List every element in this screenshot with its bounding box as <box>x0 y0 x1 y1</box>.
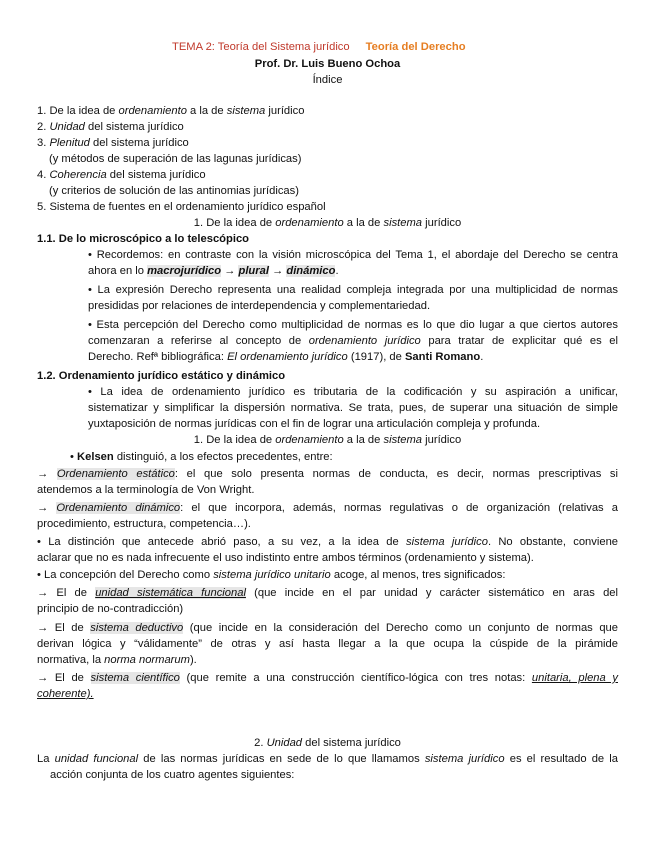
paragraph-line: → Ordenamiento dinámico: el que incorpora, además, normas regulativas o de organización (relativas a <box>37 502 618 514</box>
index-item-1: 1. De la idea de ordenamiento a la de sistema jurídico <box>37 105 305 117</box>
subsection-1-1-title: 1.1. De lo microscópico a lo telescópico <box>37 233 250 245</box>
paragraph-line: principio de no-contradicción) <box>37 603 184 615</box>
section-1-heading-repeat: 1. De la idea de ordenamiento a la de sistema jurídico <box>193 434 462 446</box>
section-2-heading: 2. Unidad del sistema jurídico <box>254 737 401 749</box>
paragraph-line: → El de unidad sistemática funcional (que incide en el par unidad y carácter sistemático en aras del <box>37 587 618 599</box>
paragraph-line: normativa, la norma normarum). <box>37 654 197 666</box>
section-1-heading: 1. De la idea de ordenamiento a la de sistema jurídico <box>193 217 462 229</box>
paragraph-line: aclarar que no es nada infrecuente el uso indistinto entre ambos términos (ordenamiento y sistema). <box>37 552 534 564</box>
index-item-3: 3. Plenitud del sistema jurídico <box>37 137 189 149</box>
paragraph-line: • Recordemos: en contraste con la visión microscópica del Tema 1, el abordaje del Derecho se centra <box>88 249 618 261</box>
paragraph-line: • La expresión Derecho representa una realidad compleja integrada por una multiplicidad de normas <box>88 284 618 296</box>
paragraph-line: yuxtaposición de normas jurídicas con el fin de lograr una articulación compleja y profunda. <box>88 418 541 430</box>
paragraph-line: acción conjunta de los cuatro agentes siguientes: <box>50 769 295 781</box>
paragraph-line: procedimiento, estructura, competencia…). <box>37 518 251 530</box>
index-title: Índice <box>312 74 343 86</box>
document-header-line <box>172 40 466 56</box>
paragraph-line: → El de sistema deductivo (que incide en la consideración del Derecho como un conjunto de normas que <box>37 622 618 634</box>
paragraph-line: • Esta percepción del Derecho como multiplicidad de normas es lo que dio lugar a que ciertos autores <box>88 319 618 331</box>
paragraph-line: ahora en lo macrojurídico → plural → dinámico. <box>88 265 339 277</box>
paragraph-line: La unidad funcional de las normas jurídicas en sede de lo que llamamos sistema jurídico es el resultado de la <box>37 753 618 765</box>
paragraph-line: • La distinción que antecede abrió paso, a su vez, a la idea de sistema jurídico. No obstante, conviene <box>37 536 619 548</box>
paragraph-line: comenzaran a referirse al concepto de ordenamiento jurídico para tratar de explicitar qué es el <box>88 335 618 347</box>
index-item-3-sub: (y métodos de superación de las lagunas jurídicas) <box>49 153 302 165</box>
paragraph-line: atendemos a la terminología de Von Wright. <box>37 484 255 496</box>
paragraph-line: sistematizar y simplificar la dispersión normativa. Se trata, pues, de superar una situación de simple <box>88 402 618 414</box>
paragraph-line: coherente). <box>37 688 94 700</box>
author-name: Prof. Dr. Luis Bueno Ochoa <box>254 58 401 70</box>
paragraph-line: • Kelsen distinguió, a los efectos precedentes, entre: <box>70 451 333 463</box>
paragraph-line: presididas por relaciones de interdependencia y complementariedad. <box>88 300 431 312</box>
index-item-5: 5. Sistema de fuentes en el ordenamiento jurídico español <box>37 201 326 213</box>
paragraph-line: • La idea de ordenamiento jurídico es tributaria de la codificación y su aspiración a unificar, <box>88 386 618 398</box>
tema-title: TEMA 2: Teoría del Sistema jurídico <box>172 41 350 53</box>
paragraph-line: → El de sistema científico (que remite a una construcción científico-lógica con tres notas: unitaria, plena y <box>37 672 618 684</box>
index-item-2: 2. Unidad del sistema jurídico <box>37 121 184 133</box>
index-item-4-sub: (y criterios de solución de las antinomias jurídicas) <box>49 185 299 197</box>
paragraph-line: → Ordenamiento estático: el que solo presenta normas de conducta, es decir, normas prescriptivas si <box>37 468 619 480</box>
index-item-4: 4. Coherencia del sistema jurídico <box>37 169 206 181</box>
paragraph-line: derivan lógica y “válidamente” de otras y así hasta llegar a la que ocupa la cúspide de la pirámide <box>37 638 618 650</box>
subsection-1-2-title: 1.2. Ordenamiento jurídico estático y dinámico <box>37 370 286 382</box>
paragraph-line: Derecho. Refª bibliográfica: El ordenamiento jurídico (1917), de Santi Romano. <box>88 351 484 363</box>
subject-title: Teoría del Derecho <box>365 41 466 53</box>
paragraph-line: • La concepción del Derecho como sistema jurídico unitario acoge, al menos, tres significados: <box>37 569 506 581</box>
